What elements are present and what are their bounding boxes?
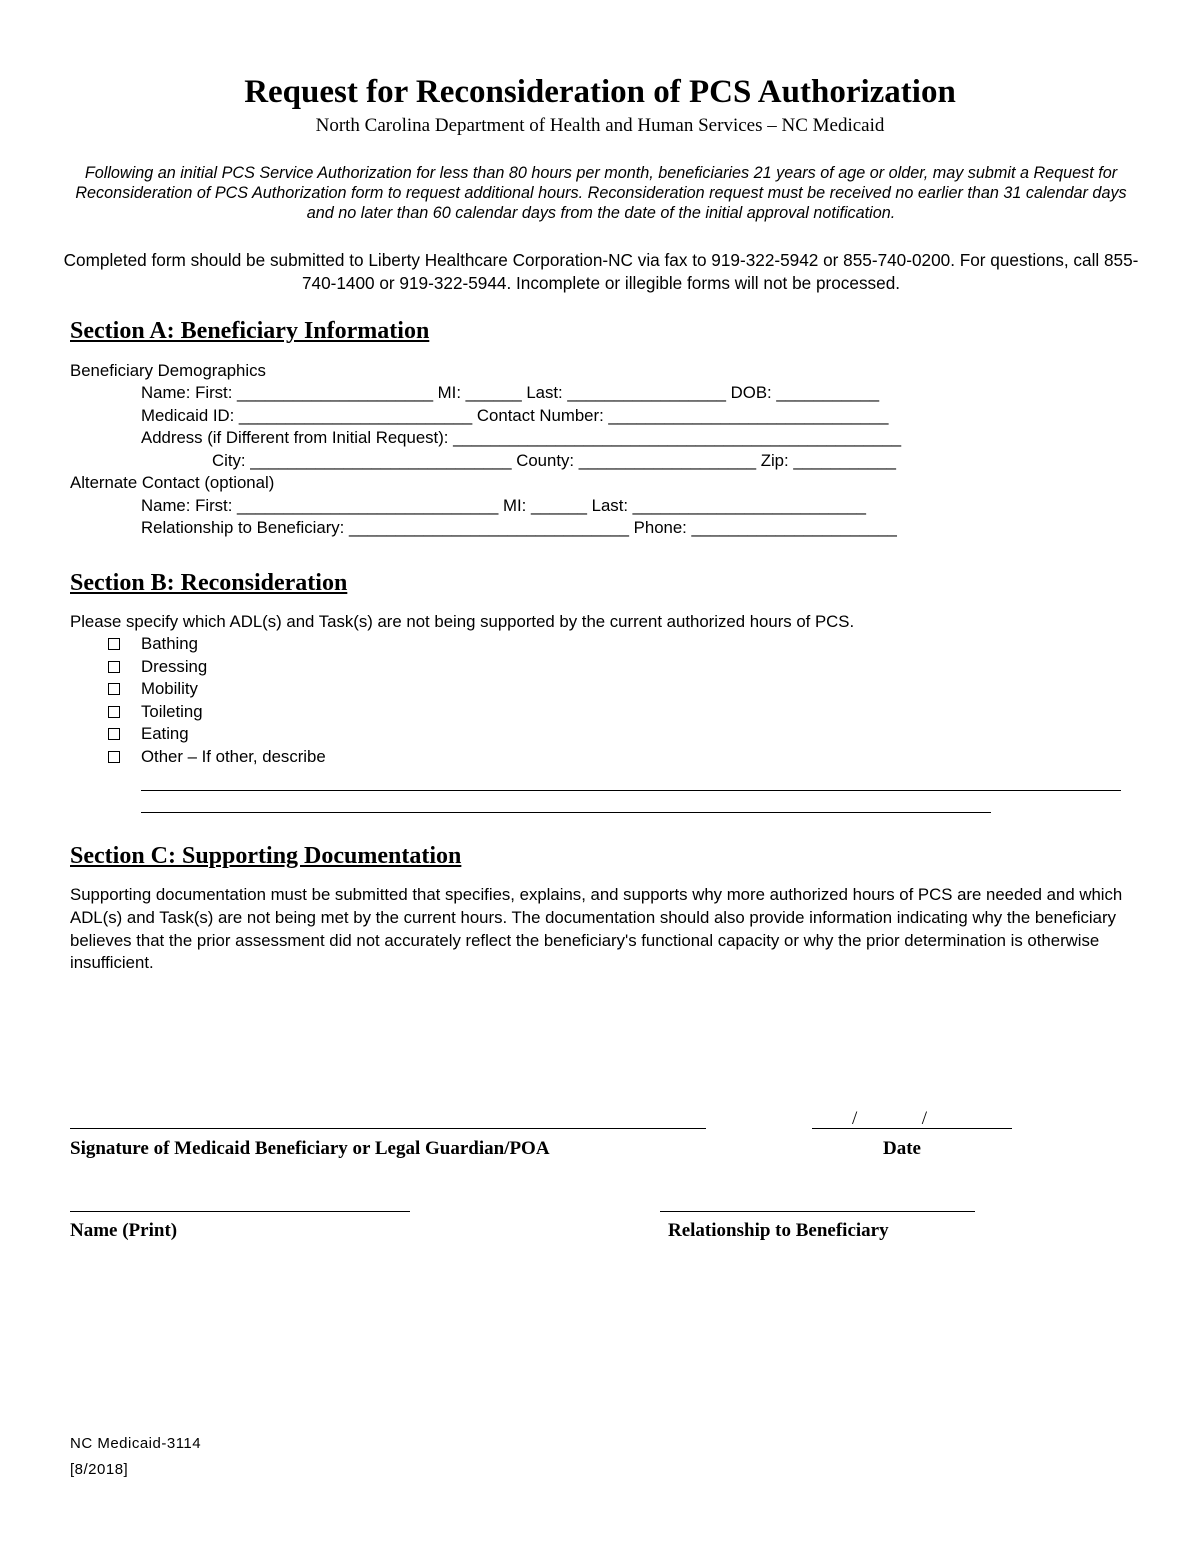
eating-checkbox[interactable]	[108, 728, 120, 740]
beneficiary-name-row[interactable]: Name: First: _____________________ MI: ______ Last: _________________ DOB: ___________	[141, 383, 880, 402]
signature-line[interactable]	[70, 1128, 706, 1129]
print-name-label: Name (Print)	[70, 1220, 178, 1241]
adl-prompt: Please specify which ADL(s) and Task(s) are not being supported by the current authorized hours of PCS.	[70, 612, 855, 631]
date-slashes: / /	[852, 1108, 928, 1129]
page-title: Request for Reconsideration of PCS Authorization	[244, 74, 956, 110]
page-subtitle: North Carolina Department of Health and Human Services – NC Medicaid	[315, 115, 885, 136]
relationship-phone-row[interactable]: Relationship to Beneficiary: ______________________________ Phone: ______________________	[141, 518, 897, 537]
relationship-label: Relationship to Beneficiary	[668, 1220, 889, 1241]
section-a-heading: Section A: Beneficiary Information	[70, 318, 430, 344]
bathing-checkbox[interactable]	[108, 638, 120, 650]
form-id: NC Medicaid-3114	[70, 1435, 202, 1452]
submission-instructions: Completed form should be submitted to Liberty Healthcare Corporation-NC via fax to 919-322-5942 or 855-740-0200. For questions, call 855-740-1400 or 919-322-5944. Incomplete or illegible forms will not be processed.	[63, 250, 1139, 293]
section-b-heading: Section B: Reconsideration	[70, 570, 348, 596]
address-row[interactable]: Address (if Different from Initial Request): ________________________________________________	[141, 428, 902, 447]
form-revision: [8/2018]	[70, 1461, 129, 1478]
section-c-heading: Section C: Supporting Documentation	[70, 843, 462, 869]
other-description-line-1[interactable]	[141, 790, 1121, 791]
intro-paragraph: Following an initial PCS Service Authorization for less than 80 hours per month, beneficiaries 21 years of age or older, may submit a Request for Reconsideration of PCS Authorization form to request additional hours. Reconsideration request must be received no earlier than 31 calendar days and no later than 60 calendar days from the date of the initial approval notification.	[75, 164, 1127, 222]
toileting-label: Toileting	[141, 702, 203, 721]
other-description-line-2[interactable]	[141, 812, 991, 813]
dressing-checkbox[interactable]	[108, 661, 120, 673]
other-checkbox[interactable]	[108, 751, 120, 763]
signature-label: Signature of Medicaid Beneficiary or Legal Guardian/POA	[70, 1138, 550, 1159]
demographics-label: Beneficiary Demographics	[70, 361, 266, 380]
bathing-label: Bathing	[141, 634, 198, 653]
mobility-checkbox[interactable]	[108, 683, 120, 695]
medicaid-id-row[interactable]: Medicaid ID: _________________________ Contact Number: ______________________________	[141, 406, 889, 425]
eating-label: Eating	[141, 724, 189, 743]
toileting-checkbox[interactable]	[108, 706, 120, 718]
relationship-line[interactable]	[660, 1211, 975, 1212]
supporting-documentation-text: Supporting documentation must be submitted that specifies, explains, and supports why more authorized hours of PCS are needed and which ADL(s) and Task(s) are not being met by the current hours. The documentation should also provide information indicating why the beneficiary believes that the prior assessment did not accurately reflect the beneficiary's functional capacity or why the prior determination is otherwise insufficient.	[70, 885, 1123, 973]
alternate-name-row[interactable]: Name: First: ____________________________ MI: ______ Last: _________________________	[141, 496, 867, 515]
dressing-label: Dressing	[141, 657, 208, 676]
other-label: Other – If other, describe	[141, 747, 326, 766]
alternate-contact-label: Alternate Contact (optional)	[70, 473, 275, 492]
print-name-line[interactable]	[70, 1211, 410, 1212]
mobility-label: Mobility	[141, 679, 198, 698]
city-county-zip-row[interactable]: City: ____________________________ County: ___________________ Zip: ___________	[212, 451, 896, 470]
date-label: Date	[883, 1138, 921, 1159]
